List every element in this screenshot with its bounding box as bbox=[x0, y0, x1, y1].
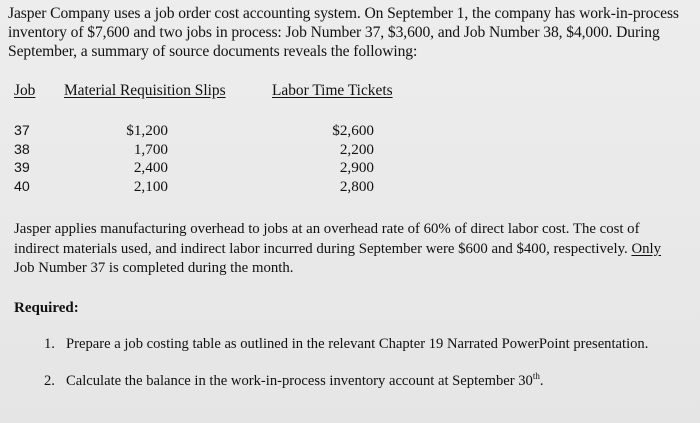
superscript-th: th bbox=[532, 371, 540, 382]
material-value: 2,100 bbox=[133, 177, 168, 195]
job-number: 38 bbox=[14, 141, 30, 158]
labor-value: 2,200 bbox=[339, 140, 374, 158]
overhead-paragraph bbox=[14, 220, 684, 279]
header-labor-time-tickets: Labor Time Tickets bbox=[272, 82, 393, 99]
requirements-list bbox=[40, 334, 680, 391]
header-material-requisition-slips: Material Requisition Slips bbox=[64, 82, 226, 99]
requirement-number: 2. bbox=[44, 373, 55, 389]
job-number: 40 bbox=[14, 178, 30, 195]
job-number: 39 bbox=[14, 160, 30, 177]
material-value: 1,700 bbox=[133, 140, 168, 158]
header-job: Job bbox=[14, 82, 36, 99]
material-column bbox=[110, 122, 168, 196]
job-column bbox=[14, 122, 30, 196]
material-value: 2,400 bbox=[133, 159, 168, 177]
labor-value: 2,900 bbox=[339, 159, 374, 177]
only-underlined-word: Only bbox=[631, 240, 662, 257]
intro-paragraph: Jasper Company uses a job order cost accounting system. On September 1, the company has work-in-process inventory of $7,600 and two jobs in process: Job Number 37, $3,600, and Job Number 38, $4,000. During September, a summary of source documents reveals the following: bbox=[8, 5, 679, 60]
requirement-item bbox=[40, 371, 680, 391]
requirement-text: Prepare a job costing table as outlined in the relevant Chapter 19 Narrated PowerPoint presentation. bbox=[66, 336, 649, 352]
material-value: $1,200 bbox=[126, 122, 168, 139]
labor-column bbox=[318, 122, 374, 196]
labor-value: $2,600 bbox=[332, 122, 374, 139]
overhead-text-part2: Job Number 37 is completed during the month. bbox=[14, 260, 294, 276]
requirement-number: 1. bbox=[44, 336, 55, 352]
labor-value: 2,800 bbox=[339, 177, 374, 195]
required-heading: Required: bbox=[14, 300, 79, 316]
requirement-text: Calculate the balance in the work-in-process inventory account at September 30 bbox=[66, 373, 533, 389]
overhead-text-part1: Jasper applies manufacturing overhead to jobs at an overhead rate of 60% of direct labor cost. The cost of indirect materials used, and indirect labor incurred during September were $600 and $400, respectively. bbox=[14, 221, 640, 257]
requirement-item bbox=[40, 334, 680, 354]
job-number: 37 bbox=[14, 123, 30, 139]
requirement-end: . bbox=[539, 373, 544, 389]
